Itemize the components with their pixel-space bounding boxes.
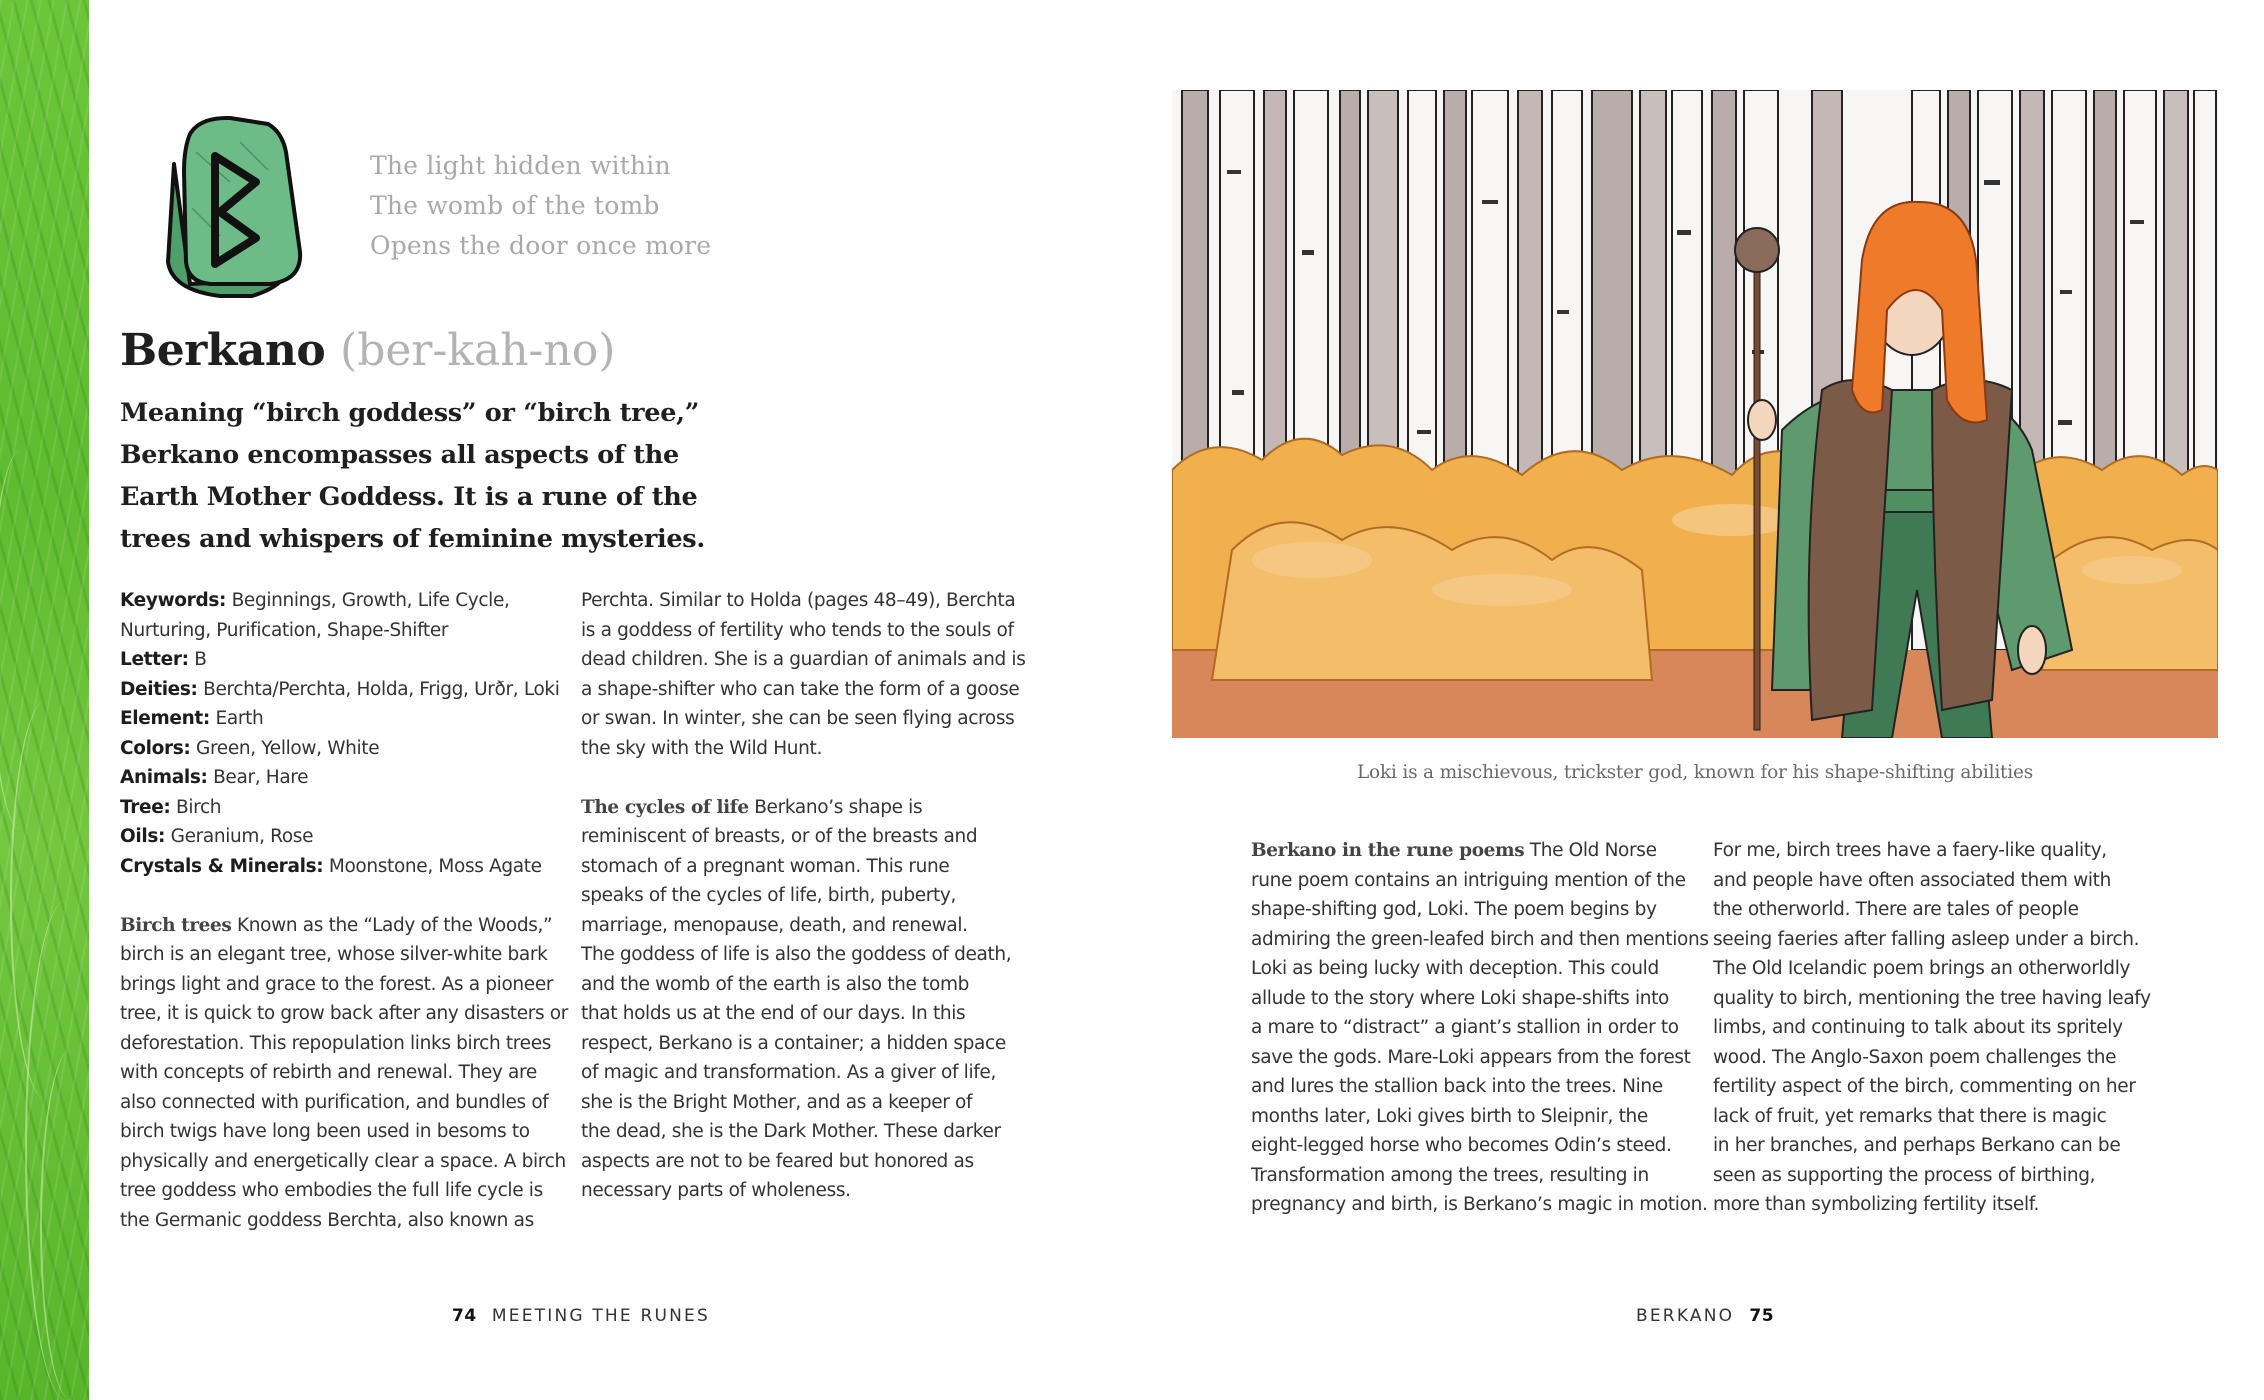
attribute-crystals: Crystals & Minerals: Moonstone, Moss Agate <box>120 855 542 877</box>
page-number: 74 <box>452 1306 477 1326</box>
running-head: MEETING THE RUNES <box>491 1306 710 1326</box>
left-column-2 <box>581 586 1026 1206</box>
section-heading: Berkano in the rune poems <box>1251 840 1525 861</box>
left-column-1 <box>120 586 568 1235</box>
poem-line: The womb of the tomb <box>370 191 660 220</box>
attribute-animals: Animals: Bear, Hare <box>120 767 309 788</box>
attribute-tree: Tree: Birch <box>120 796 222 818</box>
lead-line: Meaning “birch goddess” or “birch tree,” <box>120 398 700 428</box>
berchta-continued: Perchta. Similar to Holda (pages 48–49), Berchta is a goddess of fertility who tends to the souls of dead children. She is a guardian of animals and is a shape-shifter who can take the form of a goose or swan. In winter, she can be seen flying across the sky with the Wild Hunt. <box>581 590 1026 759</box>
right-column-2 <box>1713 836 2151 1220</box>
lead-line: trees and whispers of feminine mysteries. <box>120 524 705 554</box>
poem-line: Opens the door once more <box>370 231 712 260</box>
epigraph-poem <box>370 146 711 266</box>
loki-illustration <box>1172 90 2218 738</box>
attributes-list <box>120 586 568 881</box>
rune-name: Berkano <box>120 325 326 376</box>
lead-paragraph <box>120 392 720 560</box>
section-heading: Birch trees <box>120 914 232 936</box>
page-number: 75 <box>1749 1306 1775 1326</box>
right-column-1 <box>1251 836 1709 1220</box>
lead-line: Berkano encompasses all aspects of the <box>120 440 679 470</box>
attribute-deities: Deities: Berchta/Perchta, Holda, Frigg, Urðr, Loki <box>120 678 560 700</box>
attribute-oils: Oils: Geranium, Rose <box>120 826 314 847</box>
page-title <box>120 325 615 376</box>
attribute-keywords: Keywords: Beginnings, Growth, Life Cycle, <box>120 590 510 611</box>
rune-poems-section: Berkano in the rune poems The Old Norse rune poem contains an intriguing mention of the shape-shifting god, Loki. The poem begins by admiring the green-leafed birch and then mentions Loki as being lucky with deception. This could allude to the story where Loki shape-shifts into a mare to “distract” a giant’s stallion in order to save the gods. Mare-Loki appears from the forest and lures the stallion back into the trees. Nine months later, Loki gives birth to Sleipnir, the eight-legged horse who becomes Odin’s steed. Transformation among the trees, resulting in pregnancy and birth, is Berkano’s magic in motion. <box>1251 840 1709 1215</box>
poem-line: The light hidden within <box>370 151 671 180</box>
attribute-element: Element: Earth <box>120 708 264 729</box>
running-head: BERKANO <box>1636 1306 1735 1326</box>
right-page-footer <box>1636 1306 1774 1326</box>
attribute-colors: Colors: Green, Yellow, White <box>120 737 380 759</box>
pronunciation: (ber-kah-no) <box>340 325 616 376</box>
birch-trees-section: Birch trees Known as the “Lady of the Woods,” birch is an elegant tree, whose silver-white bark brings light and grace to the forest. As a pioneer tree, it is quick to grow back after any disasters or deforestation. This repopulation links birch trees with concepts of rebirth and renewal. They are also connected with purification, and bundles of birch twigs have long been used in besoms to physically and energetically clear a space. A birch tree goddess who embodies the full life cycle is the Germanic goddess Berchta, also known as <box>120 914 569 1231</box>
section-heading: The cycles of life <box>581 796 749 818</box>
illustration-caption: Loki is a mischievous, trickster god, known for his shape-shifting abilities <box>1356 762 2034 783</box>
lead-line: Earth Mother Goddess. It is a rune of the <box>120 482 698 512</box>
cycles-of-life-section: The cycles of life Berkano’s shape is reminiscent of breasts, or of the breasts and stomach of a pregnant woman. This rune speaks of the cycles of life, birth, puberty, marriage, menopause, death, and renewal. The goddess of life is also the goddess of death, and the womb of the earth is also the tomb that holds us at the end of our days. In this respect, Berkano is a container; a hidden space of magic and transformation. As a giver of life, she is the Bright Mother, and as a keeper of the dead, she is the Dark Mother. These darker aspects are not to be feared but honored as necessary parts of wholeness. <box>581 796 1012 1201</box>
attribute-keywords-continued: Nurturing, Purification, Shape-Shifter <box>120 619 449 641</box>
grass-margin-decoration <box>0 0 89 1400</box>
attribute-letter: Letter: B <box>120 649 207 670</box>
left-page-footer <box>452 1306 710 1326</box>
faery-quality-section: For me, birch trees have a faery-like quality, and people have often associated them with the otherworld. There are tales of people seeing faeries after falling asleep under a birch. The Old Icelandic poem brings an otherworldly quality to birch, mentioning the tree having leafy limbs, and continuing to talk about its spritely wood. The Anglo-Saxon poem challenges the fertility aspect of the birch, commenting on her lack of fruit, yet remarks that there is magic in her branches, and perhaps Berkano can be seen as supporting the process of birthing, more than symbolizing fertility itself. <box>1713 840 2151 1215</box>
berkano-rune-stone-icon <box>160 112 305 300</box>
